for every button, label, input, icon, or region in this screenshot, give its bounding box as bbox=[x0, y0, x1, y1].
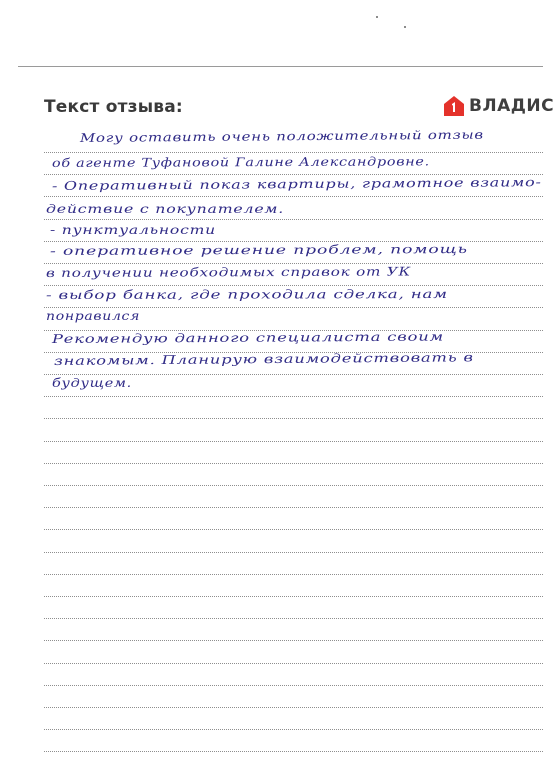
ruled-line bbox=[44, 463, 543, 464]
ruled-line bbox=[44, 507, 543, 508]
handwritten-line: знакомым. Планирую взаимодействовать в bbox=[53, 350, 474, 368]
handwritten-line: в получении необходимых справок от УК bbox=[45, 264, 412, 280]
handwritten-line: будущем. bbox=[52, 376, 132, 390]
ruled-line bbox=[44, 219, 543, 220]
ruled-line bbox=[44, 685, 543, 686]
handwritten-line: - Оперативный показ квартиры, грамотное взаимо- bbox=[51, 175, 542, 193]
ruled-line bbox=[44, 196, 543, 197]
ruled-line bbox=[44, 552, 543, 553]
ruled-line bbox=[44, 374, 543, 375]
ruled-line bbox=[44, 418, 543, 419]
header-divider bbox=[18, 66, 543, 67]
brand-logo bbox=[443, 94, 553, 118]
brand-name: ВЛАДИС bbox=[469, 96, 554, 116]
ruled-line bbox=[44, 596, 543, 597]
ruled-line bbox=[44, 729, 543, 730]
scan-speck bbox=[404, 26, 406, 28]
handwritten-line: об агенте Туфановой Галине Александровне. bbox=[51, 154, 430, 170]
ruled-line bbox=[44, 707, 543, 708]
ruled-line bbox=[44, 640, 543, 641]
ruled-line bbox=[44, 751, 543, 752]
page-title: Текст отзыва: bbox=[44, 97, 183, 117]
ruled-line bbox=[44, 285, 543, 286]
handwritten-line: понравился bbox=[46, 309, 141, 323]
ruled-line bbox=[44, 618, 543, 619]
ruled-line bbox=[44, 529, 543, 530]
handwritten-line: - пунктуальности bbox=[50, 223, 216, 237]
ruled-line bbox=[44, 441, 543, 442]
handwritten-line: действие с покупателем. bbox=[46, 202, 285, 216]
ruled-line bbox=[44, 574, 543, 575]
scan-speck bbox=[376, 16, 378, 18]
ruled-line bbox=[44, 485, 543, 486]
ruled-line bbox=[44, 307, 543, 308]
ruled-line bbox=[44, 152, 543, 153]
handwritten-line: Могу оставить очень положительный отзыв bbox=[79, 127, 484, 145]
house-one-icon bbox=[443, 95, 465, 117]
ruled-line bbox=[44, 396, 543, 397]
ruled-line bbox=[44, 263, 543, 264]
handwritten-line: Рекомендую данного специалиста своим bbox=[51, 329, 445, 346]
handwritten-line: - выбор банка, где проходила сделка, нам bbox=[45, 286, 448, 302]
handwritten-line: - оперативное решение проблем, помощь bbox=[49, 241, 468, 258]
ruled-line bbox=[44, 663, 543, 664]
